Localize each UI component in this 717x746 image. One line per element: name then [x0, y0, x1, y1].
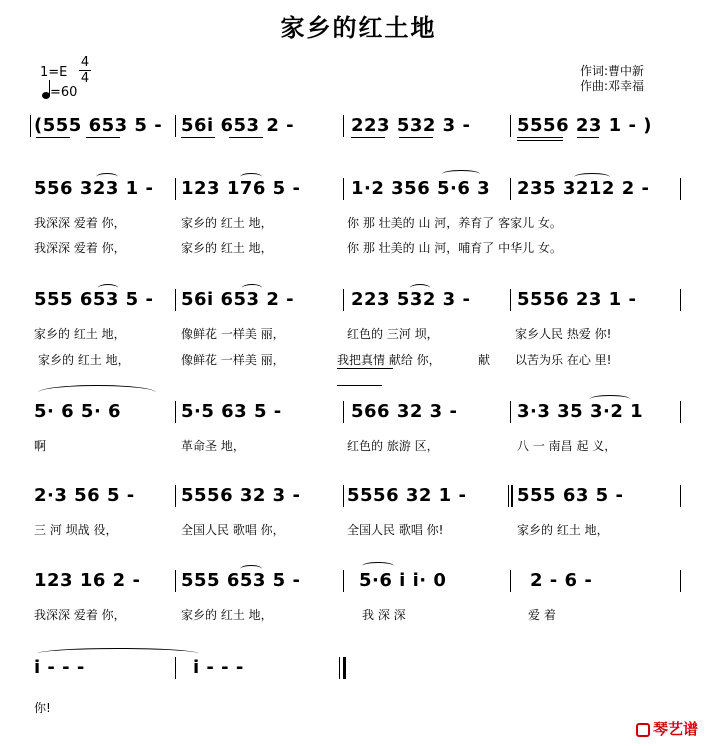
barline: [343, 289, 344, 311]
score-row-6: [0, 569, 717, 593]
lyric: 家乡人民 热爱 你!: [515, 327, 612, 341]
lyric: 我 深 深: [362, 608, 406, 622]
barline: [680, 485, 681, 507]
beam-line: [229, 137, 263, 138]
lyricist: 作词:曹中新: [580, 64, 645, 78]
slur: [96, 173, 118, 181]
barline: [680, 289, 681, 311]
slur: [442, 170, 480, 178]
lyric: 红色的 三河 坝，: [347, 327, 439, 341]
beam-line: [351, 137, 385, 138]
beam-line: [517, 140, 563, 141]
beam-line: [399, 137, 433, 138]
score-row-4: [0, 400, 717, 424]
barline: [510, 115, 511, 137]
lyric: 以苦为乐 在心 里!: [515, 353, 612, 367]
barline: [510, 570, 511, 592]
lyric: 我深深 爱着 你，: [34, 216, 126, 230]
lyric: 我深深 爱着 你，: [34, 241, 126, 255]
barline: [175, 485, 176, 507]
slur: [38, 385, 156, 400]
measure: 5556 32 3 -: [181, 485, 301, 506]
barline: [175, 401, 176, 423]
lyric: 家乡的 红土 地，: [34, 327, 126, 341]
lyric-line: [0, 240, 717, 256]
score-row-1: [0, 114, 717, 138]
lyric-line: [0, 700, 717, 716]
barline: [175, 178, 176, 200]
measure: 555 63 5 -: [517, 485, 624, 506]
lyric: 你 那 壮美的 山 河，哺育了 中华儿 女。: [347, 241, 562, 255]
watermark-logo: [636, 718, 698, 739]
measure: 123 176 5 -: [181, 178, 301, 199]
slur: [38, 648, 198, 659]
barline: [508, 485, 509, 507]
measure: 566 32 3 -: [351, 401, 458, 422]
barline: [343, 178, 344, 200]
measure: 5·5 63 5 -: [181, 401, 282, 422]
beam-line: [181, 137, 215, 138]
tempo-value: =60: [50, 85, 78, 100]
measure: 223 532 3 -: [351, 289, 471, 310]
measure: i - - -: [193, 657, 244, 678]
composer: 作曲:邓幸福: [580, 79, 645, 93]
measure: 5· 6 5· 6: [34, 401, 122, 422]
lyric-line: [0, 607, 717, 623]
measure: 2 - 6 -: [530, 570, 593, 591]
measure: i - - -: [34, 657, 85, 678]
measure: 123 16 2 -: [34, 570, 141, 591]
barline: [175, 570, 176, 592]
lyric: 你 那 壮美的 山 河，养育了 客家儿 女。: [347, 216, 562, 230]
barline: [511, 485, 513, 507]
lyric: 我把真情 献给 你，: [337, 353, 441, 367]
lyric: 红色的 旅游 区，: [347, 439, 439, 453]
measure: 223 532 3 -: [351, 115, 471, 136]
lyric: 家乡的 红土 地，: [181, 216, 273, 230]
measure: 56i 653 2 -: [181, 115, 295, 136]
logo-icon: [636, 723, 650, 737]
measure: 5556 32 1 -: [347, 485, 467, 506]
score-row-7: [0, 656, 717, 680]
measure: 556 323 1 -: [34, 178, 154, 199]
lyric: 啊: [34, 439, 47, 453]
credits: [580, 64, 644, 94]
barline: [680, 570, 681, 592]
lyric-line: [0, 522, 717, 538]
measure: 56i 653 2 -: [181, 289, 295, 310]
barline: [343, 570, 344, 592]
barline: [343, 115, 344, 137]
divider-line: [337, 385, 382, 386]
key-signature: 1=E: [40, 65, 68, 80]
lyric: 像鲜花 一样美 丽，: [181, 353, 285, 367]
barline: [343, 657, 346, 679]
lyric: 爱 着: [528, 608, 556, 622]
lyric: 家乡的 红土 地，: [181, 608, 273, 622]
measure: 5·6 i i· 0: [359, 570, 447, 591]
beam-line: [36, 137, 70, 138]
measure: 235 3212 2 -: [517, 178, 650, 199]
barline: [175, 289, 176, 311]
lyric: 我深深 爱着 你，: [34, 608, 126, 622]
lyric: 家乡的 红土 地，: [181, 241, 273, 255]
lyric: 三 河 坝战 役，: [34, 523, 118, 537]
song-title: 家乡的红土地: [280, 14, 437, 42]
measure: 5556 23 1 - ): [517, 115, 652, 136]
measure: 2·3 56 5 -: [34, 485, 135, 506]
slur: [98, 284, 118, 292]
lyric: 全国人民 歌唱 你，: [181, 523, 285, 537]
slur: [242, 284, 262, 292]
barline: [175, 115, 176, 137]
tempo-marking: [42, 85, 77, 100]
beam-line: [517, 137, 563, 138]
lyric-line: [0, 352, 717, 368]
quarter-note-icon: [42, 92, 50, 99]
barline: [339, 657, 340, 679]
barline: [175, 657, 176, 679]
beam-line: [577, 137, 599, 138]
slur: [240, 173, 262, 181]
barline: [680, 178, 681, 200]
lyric: 全国人民 歌唱 你!: [347, 523, 444, 537]
lyric: 革命圣 地，: [181, 439, 245, 453]
barline: [510, 401, 511, 423]
lyric: 献: [478, 353, 491, 367]
lyric: 你!: [34, 701, 51, 715]
lyric-line: [0, 215, 717, 231]
slur: [362, 562, 394, 570]
lyric-line: [0, 326, 717, 342]
barline: [343, 401, 344, 423]
score-row-5: [0, 484, 717, 508]
measure: 1·2 356 5·6 3: [351, 178, 491, 199]
barline: [680, 401, 681, 423]
beam-line: [86, 137, 120, 138]
slur: [574, 173, 610, 181]
barline: [343, 485, 344, 507]
underline: [337, 368, 393, 369]
lyric: 家乡的 红土 地，: [517, 523, 609, 537]
barline: [30, 115, 31, 137]
barline: [510, 289, 511, 311]
measure: 555 653 5 -: [34, 289, 154, 310]
measure: 555 653 5 -: [181, 570, 301, 591]
measure: (555 653 5 -: [34, 115, 163, 136]
time-signature-bottom: 4: [80, 71, 90, 86]
slur: [590, 395, 630, 403]
lyric-line: [0, 438, 717, 454]
watermark-text: 琴艺谱: [653, 720, 699, 738]
lyric: 家乡的 红土 地，: [38, 353, 130, 367]
time-signature-top: 4: [80, 55, 90, 70]
lyric: 八 一 南昌 起 义，: [517, 439, 617, 453]
barline: [510, 178, 511, 200]
slur: [240, 565, 262, 573]
measure: 3·3 35 3·2 1: [517, 401, 644, 422]
measure: 5556 23 1 -: [517, 289, 637, 310]
lyric: 像鲜花 一样美 丽，: [181, 327, 285, 341]
slur: [410, 284, 430, 292]
time-signature: [79, 55, 91, 86]
